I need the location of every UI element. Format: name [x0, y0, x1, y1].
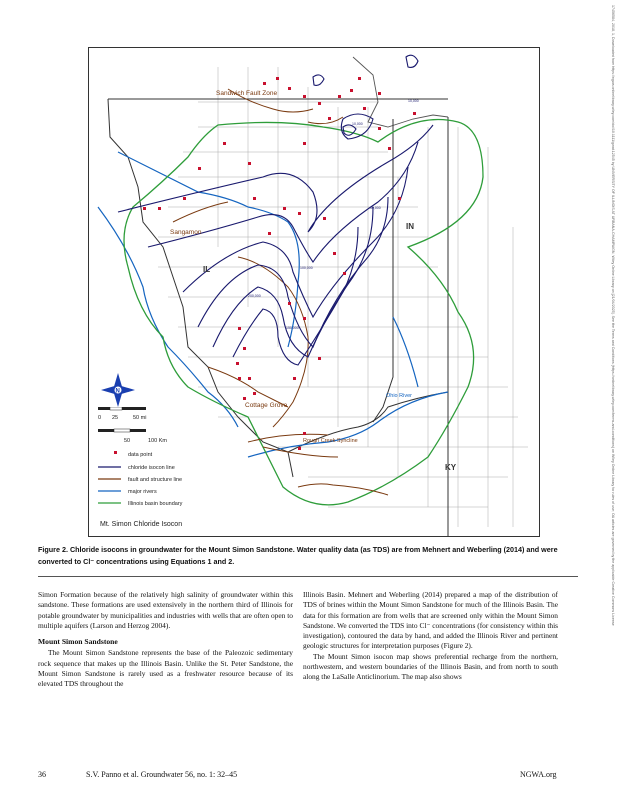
legend-fault: fault and structure line: [128, 477, 183, 483]
paragraph: Illinois Basin. Mehnert and Weberling (2014) prepared a map of the distribution of TDS of brines within the Mount Simon Sandstone for much of the Illinois Basin. The data for this formation are from wells that are screened only within the Mount Simon Sandstone. We converted the TDS into Cl⁻ concentrations (for consistency within this investigation), contoured the data by hand, and added the Illinois River and pertinent geologic structures for interpretation purposes (Figure 2).: [303, 590, 558, 651]
svg-text:N: N: [115, 388, 120, 395]
isocon-label: 10,000: [408, 99, 419, 103]
isocon-label: 100,000: [300, 266, 313, 270]
isocon-label: 200,000: [248, 294, 261, 298]
isocon-label: 10,000: [352, 122, 363, 126]
text-column-right: [303, 590, 558, 683]
svg-text:50 mi: 50 mi: [133, 415, 147, 421]
scale-bar-graphic: [98, 407, 158, 437]
download-notice: 17456584, 2018, 1, Downloaded from https://ngwa.onlinelibrary.wiley.com/doi/10.1111/gwat.12545 by UNIVERSITY OF ILLINOIS AT URBANA-CHAMPAIGN, Wiley Online Library on [21/04/2025]. See the Terms and Conditions (https://onlinelibrary.wiley.com/terms-and-conditions) on Wiley Online Library for rules of use; OA articles are governed by the applicable Creative Commons License: [611, 5, 615, 626]
section-heading: Mount Simon Sandstone: [38, 637, 118, 647]
map-title: Mt. Simon Chloride Isocon: [100, 521, 183, 528]
state-label-il: IL: [203, 265, 211, 274]
footer-site: NGWA.org: [520, 770, 557, 779]
paragraph: The Mount Simon Sandstone represents the base of the Paleozoic sedimentary rock sequence that makes up the Illinois Basin. Unlike the St. Peter Sandstone, the Mount Simon Sandstone is rarely used as a freshwater resource because of its elevated TDS throughout the: [38, 648, 293, 689]
paragraph: The Mount Simon isocon map shows preferential recharge from the northern, northwestern, and western boundaries of the Illinois Basin, and from north to south along the LaSalle Anticlinorium. The map also shows: [303, 651, 558, 682]
legend-data-point: data point: [128, 452, 153, 458]
label-rough-creek-syncline: Rough Creek Syncline: [303, 438, 358, 444]
isocon-label: 150,000: [286, 326, 299, 330]
svg-text:0: 0: [98, 415, 102, 421]
label-sangamon: Sangamon: [170, 229, 202, 236]
isocon-label: 50,000: [370, 206, 381, 210]
figure-caption: Figure 2. Chloride isocons in groundwater for the Mount Simon Sandstone. Water quality data (as TDS) are from Mehnert and Weberling (2014) and were converted to Cl⁻ concentrations using Equations 1 and 2.: [38, 545, 558, 566]
svg-text:100 Km: 100 Km: [148, 438, 167, 444]
caption-divider: [38, 576, 578, 577]
chloride-isocon-map: [88, 47, 540, 537]
legend-basin: Illinois basin boundary: [128, 501, 183, 507]
label-sandwich-fault-zone: Sandwich Fault Zone: [216, 90, 278, 97]
label-ohio-river: Ohio River: [386, 393, 412, 399]
state-label-ky: KY: [445, 463, 457, 472]
svg-text:50: 50: [124, 438, 131, 444]
legend-rivers: major rivers: [128, 489, 157, 495]
page-number: 36: [38, 770, 46, 779]
label-cottage-grove: Cottage Grove: [245, 402, 288, 409]
legend-chloride-isocon: chloride isocon line: [128, 465, 175, 471]
state-label-in: IN: [406, 222, 414, 231]
paragraph: Simon Formation because of the relatively high salinity of groundwater within this sandstone. These formations are used extensively in the northern third of Illinois for potable groundwater by municipalities and industries with wells that are often open to multiple aquifers (Larson and Herzog 2004).: [38, 590, 293, 630]
svg-text:25: 25: [112, 415, 119, 421]
footer-citation: S.V. Panno et al. Groundwater 56, no. 1: 32–45: [86, 770, 238, 779]
text-column-left: [38, 590, 293, 690]
